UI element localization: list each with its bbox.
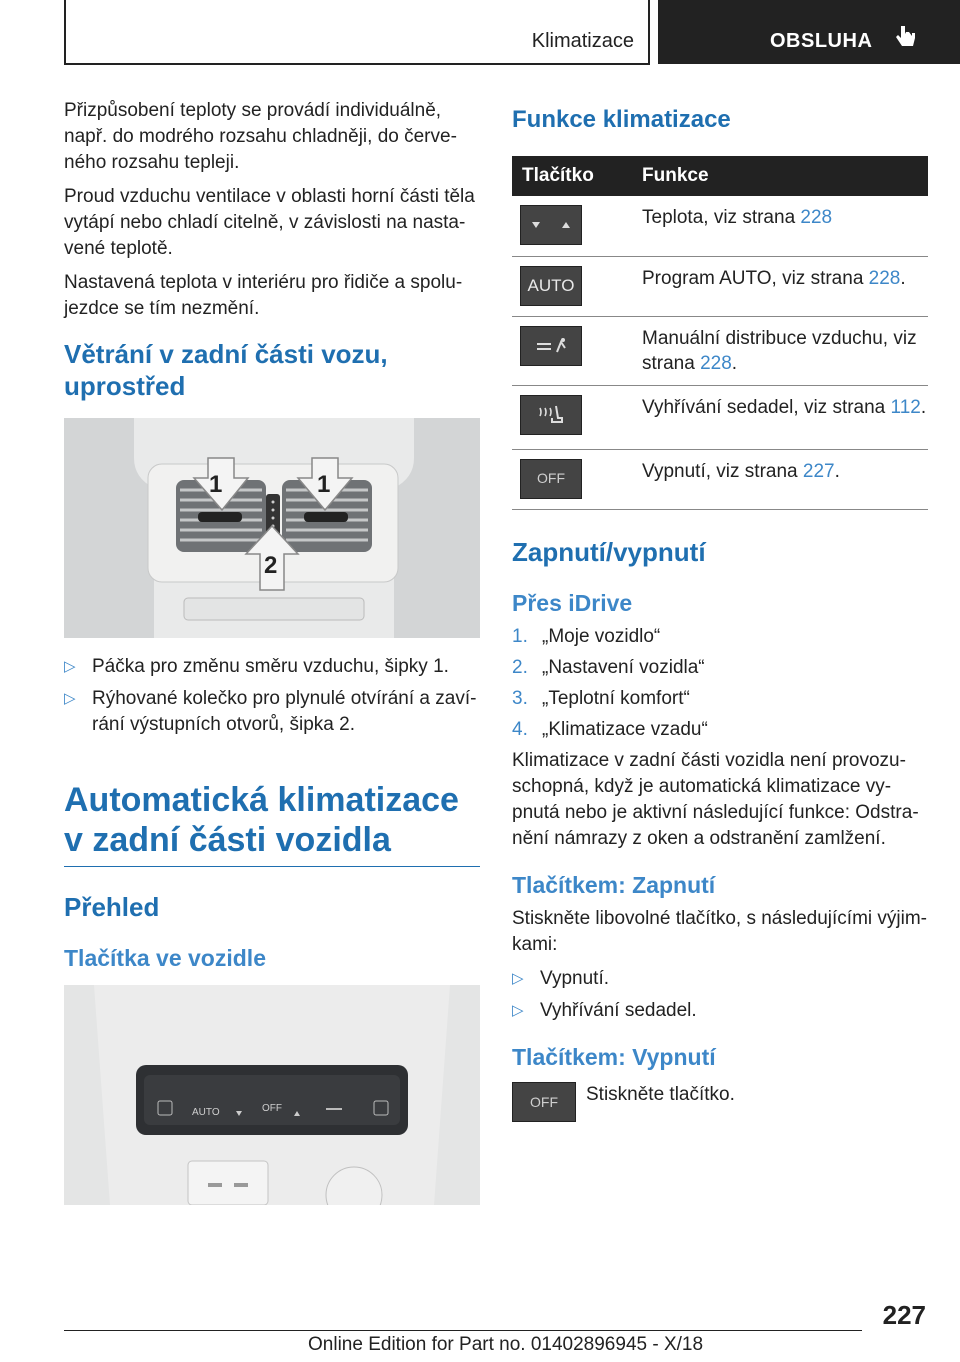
exception-list	[512, 966, 928, 1024]
step-text: „Teplotní komfort“	[542, 687, 690, 709]
panel-off-label: OFF	[262, 1103, 282, 1114]
row-text: Teplota, viz strana	[642, 207, 801, 228]
row-text: Manuální distribuce vzduchu, viz strana	[642, 327, 917, 374]
off-instruction	[512, 1082, 928, 1122]
table-row	[512, 385, 928, 449]
panel-auto-label: AUTO	[192, 1107, 220, 1118]
bullet-text: Páčka pro změnu směru vzduchu, šipky 1.	[92, 656, 449, 677]
heading-climate-functions: Funkce klimatizace	[512, 106, 731, 133]
list-item	[512, 966, 928, 992]
page-link[interactable]: 227	[802, 460, 835, 482]
list-item	[512, 998, 928, 1024]
page-link[interactable]: 228	[868, 267, 901, 289]
list-item	[64, 654, 480, 680]
list-item	[512, 717, 928, 743]
list-item	[512, 655, 928, 681]
bullet-text: Rýhované kolečko pro plynulé otvírání a zavírání výstupních otvorů, šipka 2.	[92, 688, 477, 735]
table-header-row	[512, 156, 928, 196]
chapter-title: Klimatizace	[531, 30, 634, 52]
triangle-bullet-icon: ▷	[64, 690, 76, 707]
vent-bullet-list	[64, 654, 480, 738]
bullet-text: Vyhřívání sedadel.	[540, 999, 697, 1021]
arrow-label-2: 2	[264, 552, 278, 579]
step-text: „Klimatizace vzadu“	[542, 718, 708, 740]
heading-auto-climate: Automatická klimatizace v zadní části vozidla	[64, 780, 480, 867]
bullet-text: Vypnutí.	[540, 967, 610, 989]
list-item	[64, 686, 480, 738]
right-column	[512, 98, 928, 1122]
hand-pointer-icon	[894, 24, 918, 50]
row-end: .	[900, 267, 906, 289]
paragraph-temperature: Přizpůsobení teploty se provádí individuálně, např. do modrého rozsahu chladněji, do červeného rozsahu tepleji.	[64, 100, 457, 173]
triangle-bullet-icon: ▷	[512, 1001, 524, 1019]
row-text: Program AUTO, viz strana	[642, 267, 869, 289]
left-column	[64, 98, 480, 1205]
list-item	[512, 624, 928, 650]
triangle-bullet-icon: ▷	[64, 658, 76, 675]
off-icon	[520, 459, 582, 499]
column-header-function: Funkce	[634, 156, 928, 196]
rear-panel-illustration	[64, 985, 480, 1205]
rear-vent-illustration	[64, 418, 480, 638]
heading-button-on: Tlačítkem: Zapnutí	[512, 871, 716, 898]
header-rule-bottom	[64, 63, 650, 65]
table-row	[512, 316, 928, 385]
seat-heating-icon	[520, 395, 582, 435]
table-row	[512, 449, 928, 509]
heading-button-off: Tlačítkem: Vypnutí	[512, 1043, 716, 1070]
row-end: .	[920, 396, 927, 418]
page-link[interactable]: 228	[700, 352, 732, 374]
off-icon	[512, 1082, 576, 1122]
column-header-button: Tlačítko	[512, 156, 634, 196]
temp-up-down-icon	[520, 205, 582, 245]
step-text: „Nastavení vozidla“	[542, 656, 705, 678]
header-rule-left	[64, 0, 66, 64]
triangle-bullet-icon: ▷	[512, 969, 524, 987]
paragraph-press-any: Stiskněte libovolné tlačítko, s následujícími výjimkami:	[512, 907, 927, 955]
step-text: „Moje vozidlo“	[542, 625, 661, 647]
arrow-label-1-left: 1	[209, 471, 223, 498]
paragraph-not-operational: Klimatizace v zadní části vozidla není provozuschopná, když je automatická klimatizace vypnutá nebo je aktivní následující funkce: Odstranění námrazy z oken a odstranění zamlžení.	[512, 749, 919, 849]
row-text: Vypnutí, viz strana	[642, 460, 803, 482]
row-text: Vyhřívání sedadel, viz strana	[642, 396, 891, 418]
auto-key-label: AUTO	[527, 276, 575, 295]
paragraph-press-button: Stiskněte tlačítko.	[586, 1083, 735, 1105]
idrive-steps	[512, 624, 928, 743]
arrow-label-1-right: 1	[317, 471, 331, 498]
page-link[interactable]: 228	[800, 207, 833, 228]
table-row	[512, 196, 928, 256]
heading-on-off: Zapnutí/vypnutí	[512, 536, 706, 567]
list-item	[512, 686, 928, 712]
row-end: .	[731, 352, 738, 374]
step-number: 1.	[512, 625, 528, 647]
step-number: 2.	[512, 656, 528, 678]
heading-buttons-in-car: Tlačítka ve vozidle	[64, 945, 266, 971]
step-number: 3.	[512, 687, 528, 709]
air-distribution-icon	[520, 326, 582, 366]
table-row	[512, 256, 928, 316]
auto-icon	[520, 266, 582, 306]
rear-panel-photo	[64, 985, 480, 1205]
step-number: 4.	[512, 718, 528, 740]
paragraph-airflow: Proud vzduchu ventilace v oblasti horní části těla vytápí nebo chladí citelně, v závislosti na nastavené teplotě.	[64, 186, 475, 259]
rear-vent-photo	[64, 418, 480, 638]
page-link[interactable]: 112	[890, 396, 921, 418]
function-table	[512, 156, 928, 510]
heading-via-idrive: Přes iDrive	[512, 589, 633, 616]
off-key-label: OFF	[530, 1093, 558, 1110]
heading-overview: Přehled	[64, 892, 160, 922]
footer-edition: Online Edition for Part no. 01402896945 - X/18	[308, 1334, 704, 1355]
header-rule-right	[648, 0, 650, 64]
section-tab-label: OBSLUHA	[770, 30, 873, 52]
row-end: .	[834, 460, 840, 482]
paragraph-front-temp: Nastavená teplota v interiéru pro řidiče a spolujezdce se tím nezmění.	[64, 272, 463, 319]
off-key-label: OFF	[537, 470, 565, 486]
page-number: 227	[882, 1300, 926, 1330]
footer-rule	[64, 1330, 862, 1331]
heading-rear-ventilation: Větrání v zadní části vozu, uprostřed	[64, 339, 388, 401]
section-tab	[658, 0, 960, 64]
